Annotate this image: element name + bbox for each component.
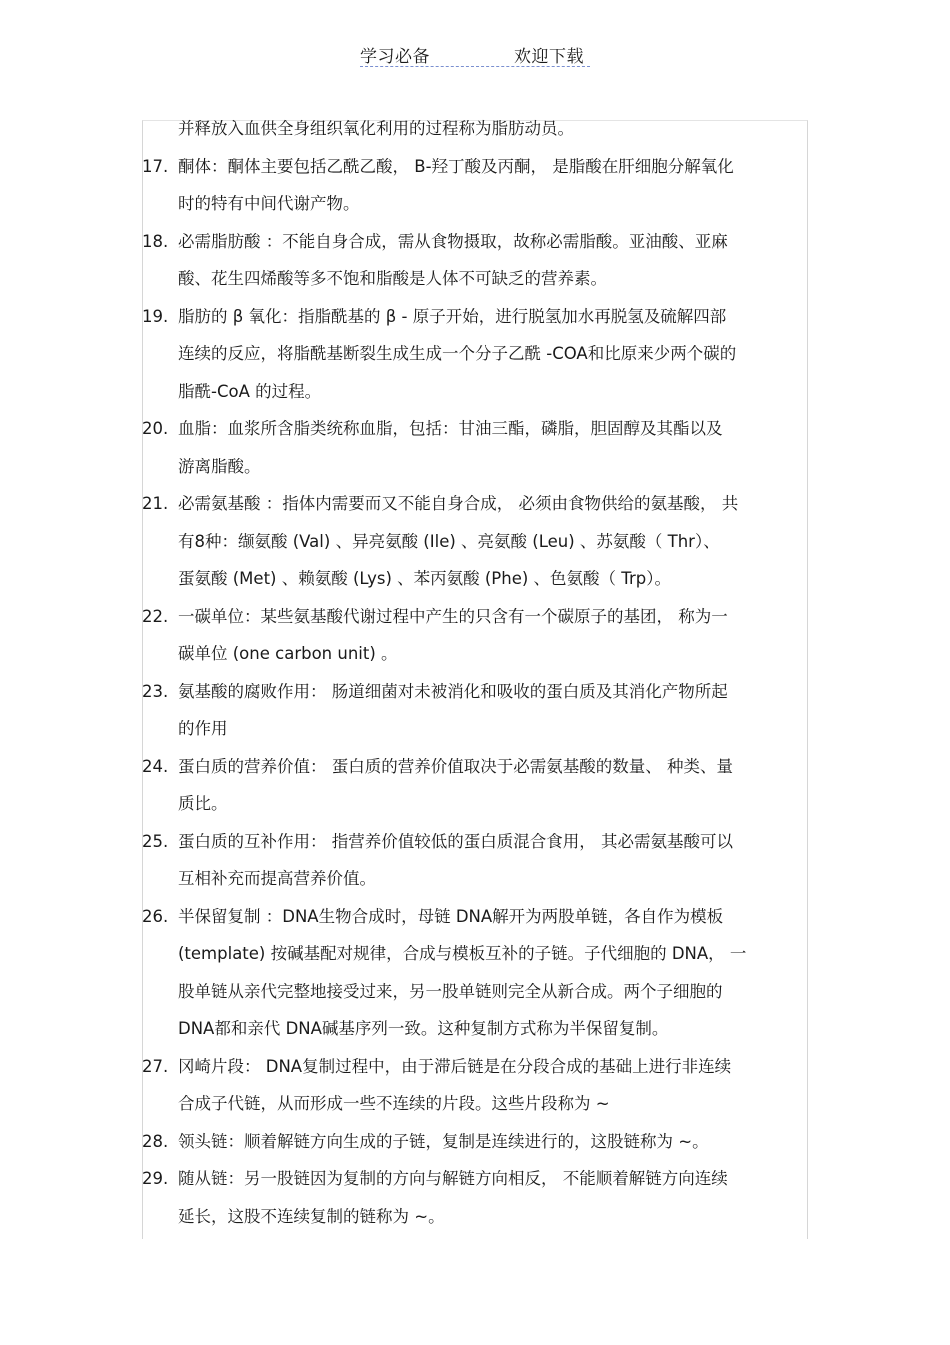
line-text: 的作用: [178, 719, 228, 738]
definition-first-line: [140, 1048, 808, 1086]
definition-first-line: [140, 823, 808, 861]
line-text: 碳单位 (one carbon unit) 。: [178, 644, 398, 663]
line-text: 酸、花生四烯酸等多不饱和脂酸是人体不可缺乏的营养素。: [178, 269, 607, 288]
item-number: 20.: [142, 419, 169, 438]
line-text: 蛋白质的营养价值： 蛋白质的营养价值取决于必需氨基酸的数量、 种类、量: [178, 756, 733, 776]
item-number: 19.: [142, 306, 169, 326]
definition-continuation-line: [140, 185, 808, 223]
line-text: DNA都和亲代 DNA碱基序列一致。这种复制方式称为半保留复制。: [178, 1019, 669, 1038]
definition-item: [140, 1123, 808, 1161]
line-text: 连续的反应，将脂酰基断裂生成生成一个分子乙酰 -COA和比原来少两个碳的: [178, 344, 737, 363]
line-text: (template) 按碱基配对规律，合成与模板互补的子链。子代细胞的 DNA， 一: [178, 944, 747, 963]
definition-continuation-line: [140, 860, 808, 898]
header-left-text: 学习必备: [360, 47, 430, 67]
line-text: 游离脂酸。: [178, 456, 261, 476]
item-number: 21.: [142, 494, 169, 513]
line-text: 脂酰-CoA 的过程。: [178, 381, 322, 401]
item-number: 22.: [142, 606, 169, 626]
line-text: 延长，这股不连续复制的链称为 ~。: [178, 1206, 445, 1226]
item-number: 23.: [142, 681, 169, 701]
definition-item: [140, 673, 808, 748]
line-text: 蛋氨酸 (Met) 、赖氨酸 (Lys) 、苯丙氨酸 (Phe) 、色氨酸（ Trp）。: [178, 569, 671, 588]
line-text: 互相补充而提高营养价值。: [178, 869, 376, 888]
item-number: 24.: [142, 756, 169, 776]
definition-first-line: [140, 485, 808, 523]
line-text: 股单链从亲代完整地接受过来，另一股单链则完全从新合成。两个子细胞的: [178, 981, 723, 1001]
definition-item: [140, 748, 808, 823]
definition-continuation-line: [140, 710, 808, 748]
definition-item: [140, 823, 808, 898]
line-text: 半保留复制 ：DNA生物合成时，母链 DNA解开为两股单链，各自作为模板: [178, 906, 724, 926]
item-number: 26.: [142, 906, 169, 926]
line-text: 有8种：缬氨酸 (Val) 、异亮氨酸 (Ile) 、亮氨酸 (Leu) 、苏氨酸（ Thr）、: [178, 531, 720, 551]
page-header: [360, 40, 590, 67]
definition-first-line: [140, 748, 808, 786]
definition-first-line: [140, 223, 808, 261]
definition-continuation-line: [140, 935, 808, 973]
item-number: 28.: [142, 1131, 169, 1151]
definition-first-line: [140, 298, 808, 336]
definition-item: [140, 410, 808, 485]
line-text: 冈崎片段： DNA复制过程中，由于滞后链是在分段合成的基础上进行非连续: [178, 1056, 732, 1076]
header-right-text: 欢迎下载: [514, 47, 584, 67]
definition-item: [140, 1160, 808, 1235]
definition-first-line: [140, 673, 808, 711]
item-number: 29.: [142, 1169, 169, 1188]
definition-first-line: [140, 410, 808, 448]
line-text: 必需脂肪酸 ：不能自身合成，需从食物摄取，故称必需脂酸。亚油酸、亚麻: [178, 231, 728, 251]
definition-continuation-line: [140, 973, 808, 1011]
definition-first-line: [140, 1160, 808, 1198]
line-text: 领头链：顺着解链方向生成的子链，复制是连续进行的，这股链称为 ~。: [178, 1131, 709, 1151]
line-text: 合成子代链，从而形成一些不连续的片段。这些片段称为 ~: [178, 1094, 610, 1113]
definition-item: [140, 223, 808, 298]
definition-continuation-line: [140, 785, 808, 823]
definition-item: [140, 298, 808, 411]
line-text: 一碳单位：某些氨基酸代谢过程中产生的只含有一个碳原子的基团， 称为一: [178, 606, 728, 626]
intro-line: 并释放入血供全身组织氧化利用的过程称为脂肪动员。: [178, 119, 574, 138]
definition-continuation-line: [140, 635, 808, 673]
line-text: 氨基酸的腐败作用： 肠道细菌对未被消化和吸收的蛋白质及其消化产物所起: [178, 681, 728, 701]
line-text: 必需氨基酸 ：指体内需要而又不能自身合成， 必须由食物供给的氨基酸， 共: [178, 494, 739, 513]
line-text: 脂肪的 β 氧化：指脂酰基的 β - 原子开始，进行脱氢加水再脱氢及硫解四部: [178, 306, 727, 326]
definition-continuation-line: [140, 335, 808, 373]
item-number: 27.: [142, 1056, 169, 1076]
definition-first-line: [140, 898, 808, 936]
definition-item: [140, 898, 808, 1048]
item-number: 18.: [142, 231, 169, 251]
line-text: 酮体：酮体主要包括乙酰乙酸， B-羟丁酸及丙酮， 是脂酸在肝细胞分解氧化: [178, 156, 734, 176]
definition-item: [140, 485, 808, 598]
document-body: [140, 110, 808, 1235]
definition-first-line: [140, 1123, 808, 1161]
line-text: 蛋白质的互补作用： 指营养价值较低的蛋白质混合食用， 其必需氨基酸可以: [178, 831, 733, 851]
definition-item: [140, 148, 808, 223]
line-text: 质比。: [178, 794, 228, 813]
definition-item: [140, 598, 808, 673]
definition-continuation-line: [140, 560, 808, 598]
definition-continuation-line: [140, 1198, 808, 1236]
definition-first-line: [140, 598, 808, 636]
line-text: 随从链：另一股链因为复制的方向与解链方向相反， 不能顺着解链方向连续: [178, 1169, 728, 1188]
definition-first-line: [140, 148, 808, 186]
definition-item: [140, 1048, 808, 1123]
definition-continuation-line: [140, 448, 808, 486]
definition-continuation-line: [140, 260, 808, 298]
definition-continuation-line: [140, 373, 808, 411]
line-text: 血脂：血浆所含脂类统称血脂，包括：甘油三酯，磷脂，胆固醇及其酯以及: [178, 419, 723, 438]
item-number: 17.: [142, 156, 169, 176]
definition-continuation-line: [140, 1085, 808, 1123]
definition-continuation-line: [140, 523, 808, 561]
definition-continuation-line: [140, 1010, 808, 1048]
item-number: 25.: [142, 831, 169, 851]
line-text: 时的特有中间代谢产物。: [178, 194, 360, 213]
